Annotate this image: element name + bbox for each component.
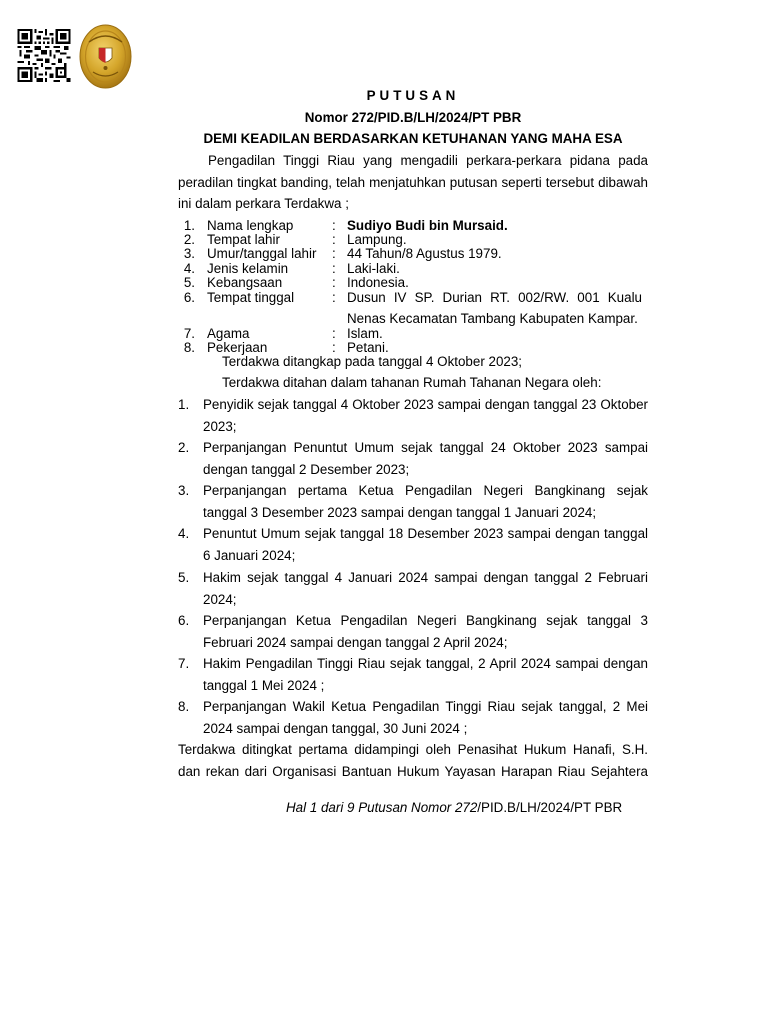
- detention-intro: Terdakwa ditahan dalam tahanan Rumah Tahanan Negara oleh:: [222, 375, 602, 390]
- identity-num: 8.: [183, 340, 195, 355]
- identity-label: Kebangsaan: [207, 275, 283, 290]
- list-item-text: Perpanjangan Wakil Ketua Pengadilan Tinggi Riau sejak tanggal, 2 Mei 2024 sampai dengan tanggal, 30 Juni 2024 ;: [203, 699, 648, 736]
- identity-num: 5.: [183, 275, 195, 290]
- identity-label: Agama: [207, 326, 250, 341]
- identity-value-address-cont: Nenas Kecamatan Tambang Kabupaten Kampar.: [347, 311, 638, 326]
- identity-row: [178, 290, 648, 305]
- list-item-text: Hakim sejak tanggal 4 Januari 2024 sampai dengan tanggal 2 Februari 2024;: [203, 570, 648, 607]
- identity-num: 2.: [183, 232, 195, 247]
- identity-colon: :: [332, 275, 336, 290]
- list-item-num: 3.: [178, 483, 190, 498]
- footer-prefix: Hal 1 dari 9 Putusan Nomor 272: [286, 800, 478, 815]
- list-item-text: Penuntut Umum sejak tanggal 18 Desember 2023 sampai dengan tanggal 6 Januari 2024;: [203, 526, 648, 563]
- page-footer: [286, 800, 622, 815]
- identity-row: [178, 218, 648, 233]
- list-item-num: 7.: [178, 656, 190, 671]
- list-item-text: Perpanjangan Penuntut Umum sejak tanggal 24 Oktober 2023 sampai dengan tanggal 2 Desember 2023;: [203, 440, 648, 477]
- arrest-statement: Terdakwa ditangkap pada tanggal 4 Oktober 2023;: [222, 354, 523, 369]
- qr-code-icon: [16, 29, 72, 82]
- list-item-text: Hakim Pengadilan Tinggi Riau sejak tanggal, 2 April 2024 sampai dengan tanggal 1 Mei 2024 ;: [203, 656, 648, 693]
- identity-label: Nama lengkap: [207, 218, 294, 233]
- case-number: Nomor 272/PID.B/LH/2024/PT PBR: [304, 110, 522, 125]
- identity-value: 44 Tahun/8 Agustus 1979.: [347, 246, 502, 261]
- identity-label: Umur/tanggal lahir: [207, 246, 317, 261]
- list-item-num: 1.: [178, 397, 190, 412]
- list-item-num: 2.: [178, 440, 190, 455]
- identity-num: 4.: [183, 261, 195, 276]
- counsel-paragraph: Terdakwa ditingkat pertama didampingi oleh Penasihat Hukum Hanafi, S.H. dan rekan dari Organisasi Bantuan Hukum Yayasan Harapan Riau Sejahtera: [178, 742, 648, 779]
- identity-value: Islam.: [347, 326, 383, 341]
- identity-label: Tempat lahir: [207, 232, 280, 247]
- identity-num: 1.: [183, 218, 195, 233]
- identity-value-address: Dusun IV SP. Durian RT. 002/RW. 001 Kualu: [347, 290, 642, 305]
- identity-label: Jenis kelamin: [207, 261, 289, 276]
- list-item-num: 5.: [178, 570, 190, 585]
- identity-row: [178, 340, 648, 355]
- court-emblem-icon: [79, 24, 132, 89]
- identity-label: Tempat tinggal: [207, 290, 295, 305]
- identity-value: Laki-laki.: [347, 261, 400, 276]
- identity-row: [178, 261, 648, 276]
- identity-row: [178, 326, 648, 341]
- identity-colon: :: [332, 290, 336, 305]
- list-item-text: Perpanjangan pertama Ketua Pengadilan Negeri Bangkinang sejak tanggal 3 Desember 2023 sampai dengan tanggal 1 Januari 2024;: [203, 483, 648, 520]
- document-title: PUTUSAN: [366, 88, 460, 103]
- identity-value-name: Sudiyo Budi bin Mursaid.: [347, 218, 508, 233]
- identity-colon: :: [332, 326, 336, 341]
- identity-num: 7.: [183, 326, 195, 341]
- identity-colon: :: [332, 340, 336, 355]
- list-item-text: Perpanjangan Ketua Pengadilan Negeri Bangkinang sejak tanggal 3 Februari 2024 sampai dengan tanggal 2 April 2024;: [203, 613, 648, 650]
- list-item-text: Penyidik sejak tanggal 4 Oktober 2023 sampai dengan tanggal 23 Oktober 2023;: [203, 397, 648, 434]
- identity-num: 3.: [183, 246, 195, 261]
- identity-colon: :: [332, 218, 336, 233]
- identity-row: [178, 232, 648, 247]
- identity-value: Indonesia.: [347, 275, 409, 290]
- footer-suffix: /PID.B/LH/2024/PT PBR: [477, 800, 623, 815]
- identity-num: 6.: [183, 290, 195, 305]
- identity-value: Petani.: [347, 340, 389, 355]
- identity-colon: :: [332, 261, 336, 276]
- identity-row: [178, 246, 648, 261]
- identity-colon: :: [332, 246, 336, 261]
- identity-label: Pekerjaan: [207, 340, 268, 355]
- identity-row: [178, 275, 648, 290]
- list-item-num: 4.: [178, 526, 190, 541]
- identity-colon: :: [332, 232, 336, 247]
- identity-value: Lampung.: [347, 232, 407, 247]
- list-item-num: 8.: [178, 699, 190, 714]
- justice-heading: DEMI KEADILAN BERDASARKAN KETUHANAN YANG MAHA ESA: [203, 131, 623, 146]
- intro-paragraph: Pengadilan Tinggi Riau yang mengadili perkara-perkara pidana pada peradilan tingkat banding, telah menjatuhkan putusan seperti tersebut dibawah ini dalam perkara Terdakwa ;: [178, 153, 648, 211]
- list-item-num: 6.: [178, 613, 190, 628]
